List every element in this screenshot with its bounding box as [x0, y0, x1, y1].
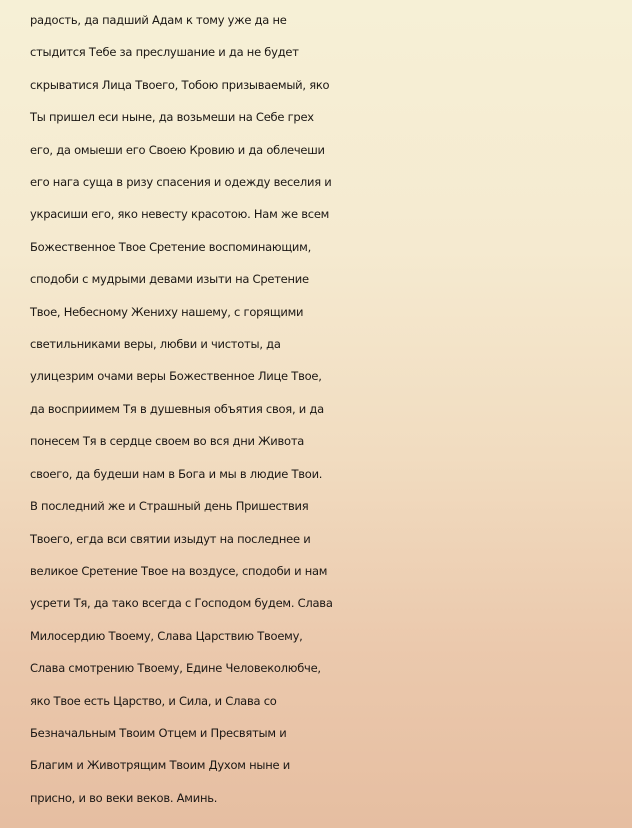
text-line-9: сподоби с мудрыми девами изыти на Сретение	[30, 272, 309, 287]
text-line-19: усрети Тя, да тако всегда с Господом будем. Слава	[30, 596, 333, 611]
text-line-17: Твоего, егда вси святии изыдут на последнее и	[30, 531, 311, 546]
text-line-22: яко Твое есть Царство, и Сила, и Слава со	[30, 693, 277, 708]
text-line-8: Божественное Твое Сретение воспоминающим,	[30, 239, 311, 254]
text-line-2: стыдится Тебе за преслушание и да не будет	[30, 45, 299, 60]
text-line-1: радость, да падший Адам к тому уже да не	[30, 13, 287, 27]
text-line-6: его нага суща в ризу спасения и одежду веселия и	[30, 175, 332, 190]
text-line-3: скрыватися Лица Твоего, Тобою призываемый, яко	[30, 77, 330, 92]
text-line-16: В последний же и Страшный день Пришествия	[30, 499, 309, 514]
text-line-4: Ты пришел еси ныне, да возьмеши на Себе грех	[30, 110, 314, 125]
prayer-text	[30, 4, 630, 814]
text-line-20: Милосердию Твоему, Слава Царствию Твоему,	[30, 628, 303, 643]
text-line-11: светильниками веры, любви и чистоты, да	[30, 337, 281, 352]
text-line-18: великое Сретение Твое на воздусе, сподоби и нам	[30, 563, 328, 578]
text-line-7: украсиши его, яко невесту красотою. Нам же всем	[30, 207, 330, 222]
text-line-15: своего, да будеши нам в Бога и мы в людие Твои.	[30, 466, 323, 481]
text-line-21: Слава смотрению Твоему, Едине Человеколюбче,	[30, 661, 321, 676]
text-line-14: понесем Тя в сердце своем во вся дни Живота	[30, 434, 305, 449]
text-line-13: да восприимем Тя в душевныя объятия своя, и да	[30, 401, 324, 416]
text-line-23: Безначальным Твоим Отцем и Пресвятым и	[30, 725, 287, 740]
text-line-5: его, да омыеши его Своею Кровию и да облечеши	[30, 142, 325, 157]
text-line-10: Твое, Небесному Жениху нашему, с горящими	[30, 304, 304, 319]
text-line-25: присно, и во веки веков. Аминь.	[30, 790, 218, 805]
text-line-12: улицезрим очами веры Божественное Лице Твое,	[30, 369, 322, 384]
text-line-24: Благим и Животрящим Твоим Духом ныне и	[30, 758, 290, 773]
